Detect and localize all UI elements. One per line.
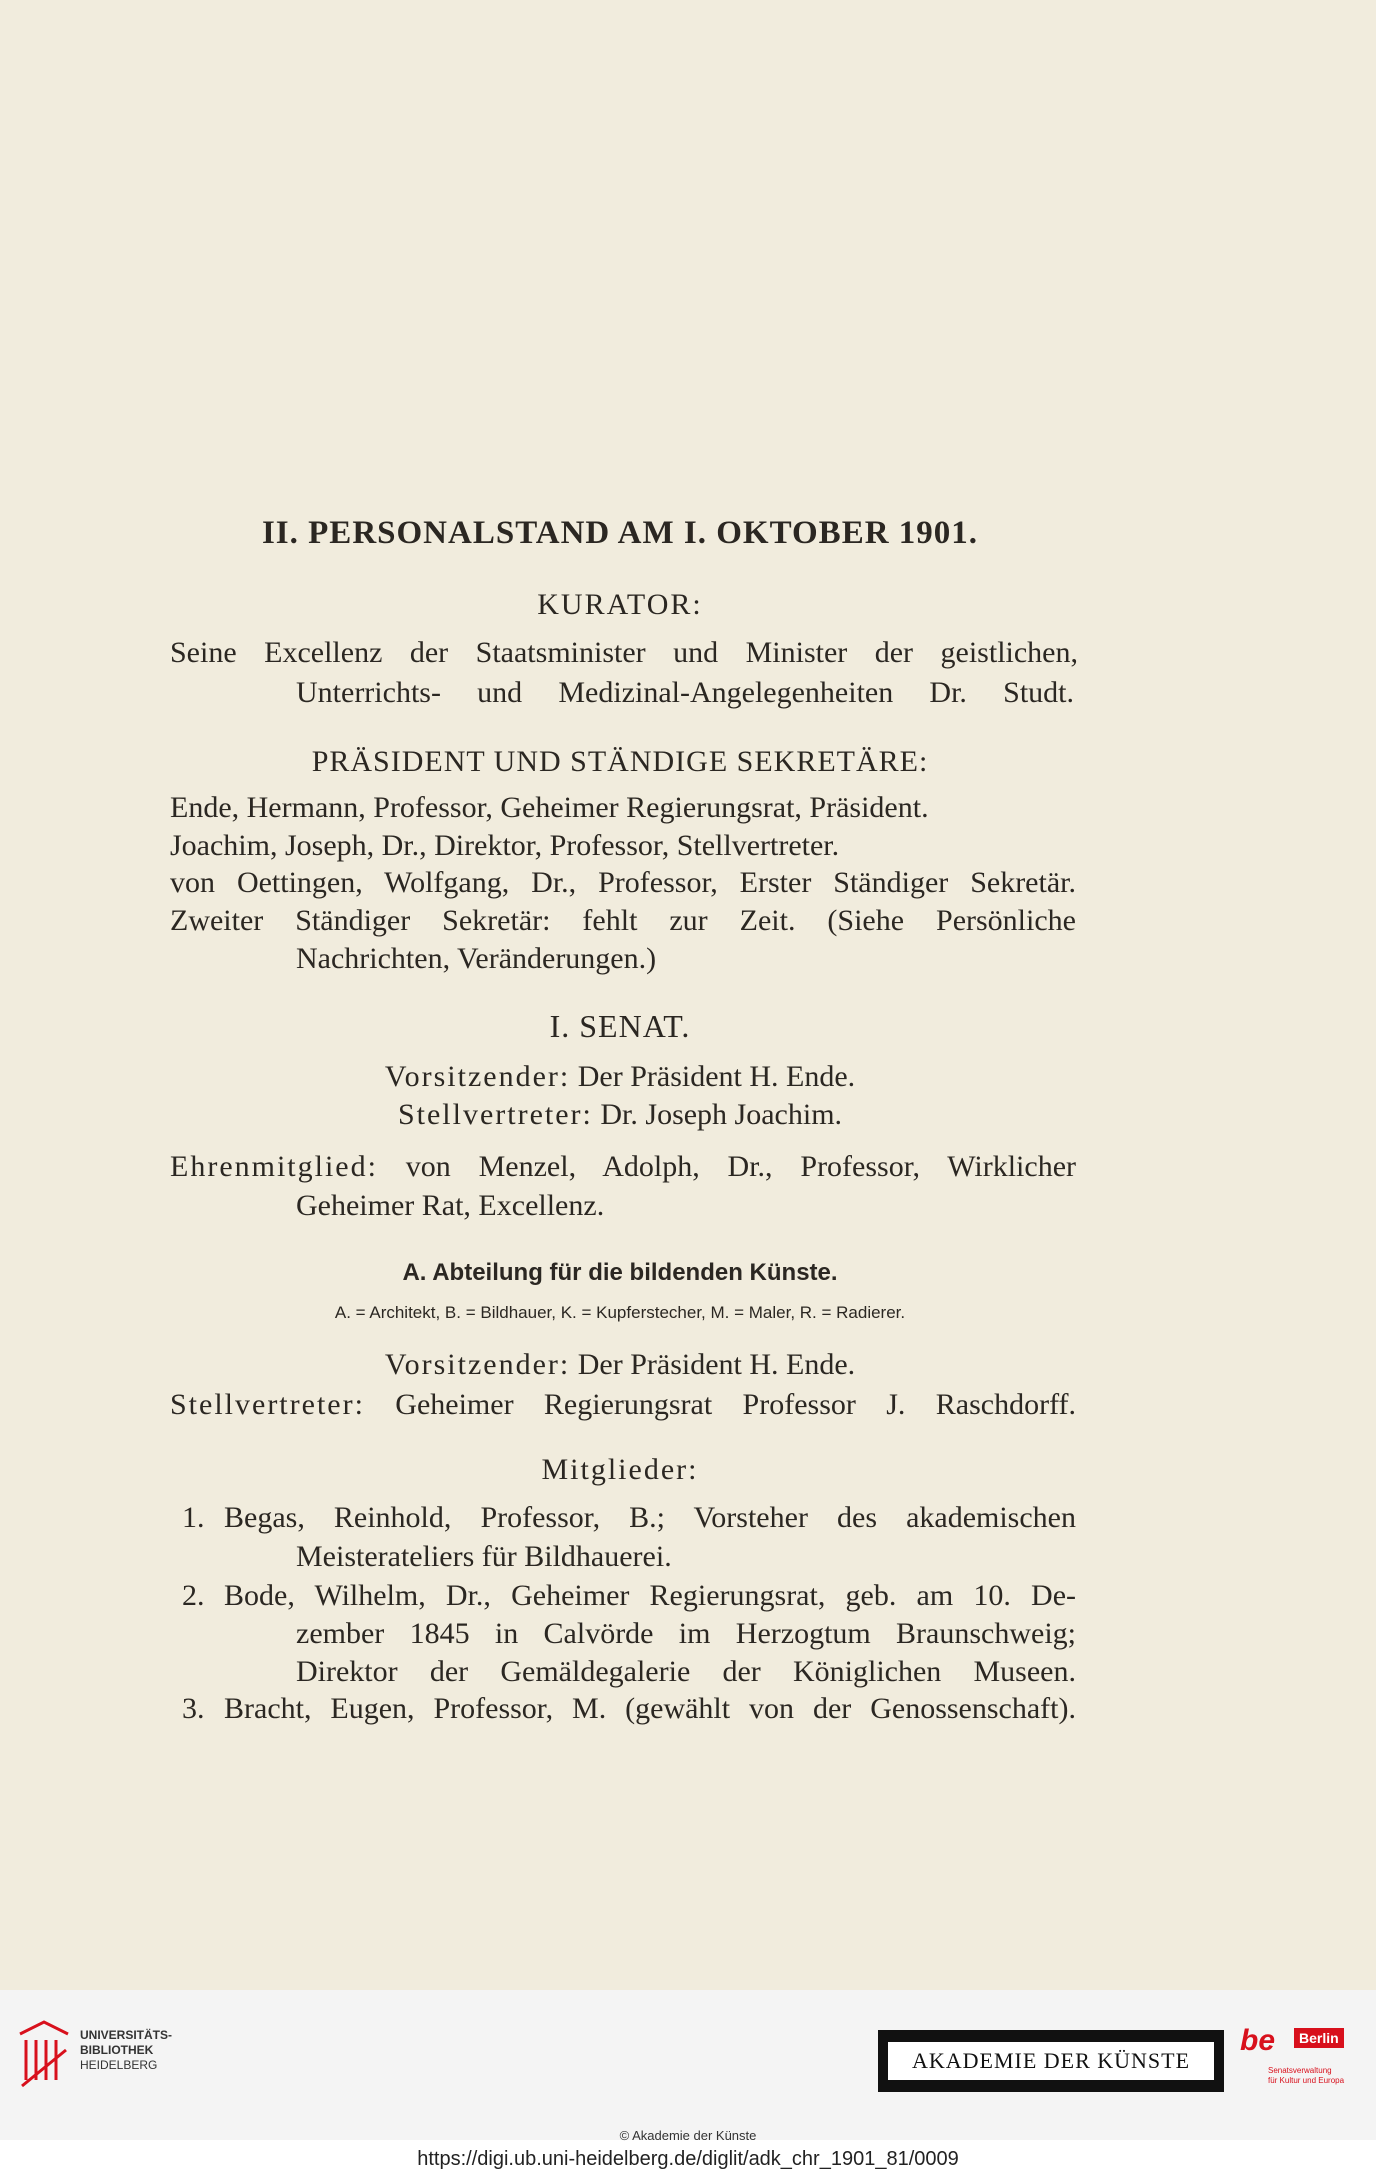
abteilung-vorsitz: [200, 1346, 1040, 1384]
kurator-line-1: Seine Excellenz der Staatsminister und Minister der geistlichen,: [170, 636, 1078, 669]
ub-heidelberg-wordmark: [80, 2028, 172, 2073]
page-heading: II. PERSONALSTAND AM I. OKTOBER 1901.: [261, 515, 979, 551]
mitglieder-title: Mitglieder:: [541, 1453, 699, 1486]
abteilung-legend: A. = Architekt, B. = Bildhauer, K. = Kupferstecher, M. = Maler, R. = Radierer.: [334, 1303, 906, 1322]
ub-line-2: BIBLIOTHEK: [80, 2043, 154, 2057]
ub-line-1: UNIVERSITÄTS-: [80, 2028, 173, 2042]
member-2-line-2: zember 1845 in Calvörde im Herzogtum Braunschweig;: [296, 1617, 1076, 1650]
abteilung-vorsitz-label: Vorsitzender:: [384, 1348, 571, 1381]
kurator-title: KURATOR:: [537, 588, 703, 621]
praesident-title: PRÄSIDENT UND STÄNDIGE SEKRETÄRE:: [311, 745, 929, 778]
senat-ehren-line-2: Geheimer Rat, Excellenz.: [296, 1189, 605, 1222]
ub-heidelberg-logo-icon: [14, 2020, 74, 2090]
member-3-number: 3.: [182, 1692, 205, 1725]
senat-stellvertreter: [200, 1096, 1040, 1134]
abteilung-vorsitz-value: Der Präsident H. Ende.: [577, 1348, 856, 1381]
abteilung-stellvertreter: [170, 1386, 1076, 1424]
ub-line-3: HEIDELBERG: [80, 2058, 158, 2072]
senat-stellv-label: Stellvertreter:: [397, 1098, 593, 1131]
senat-vorsitz-label: Vorsitzender:: [384, 1060, 571, 1093]
berlin-senat-logo[interactable]: [1240, 2024, 1360, 2104]
berlin-sub-line-1: Senatsverwaltung: [1268, 2066, 1332, 2075]
abteilung-stellv-label: Stellvertreter:: [170, 1388, 365, 1421]
senat-vorsitz: [200, 1058, 1040, 1096]
praesident-line-2: Joachim, Joseph, Dr., Direktor, Professor, Stellvertreter.: [170, 829, 840, 862]
akademie-der-kuenste-logo[interactable]: [878, 2030, 1224, 2092]
berlin-sub-line-2: für Kultur und Europa: [1268, 2076, 1345, 2085]
member-1-line-1: Begas, Reinhold, Professor, B.; Vorsteher des akademischen: [224, 1501, 1076, 1534]
senat-vorsitz-value: Der Präsident H. Ende.: [577, 1060, 856, 1093]
praesident-line-3: von Oettingen, Wolfgang, Dr., Professor, Erster Ständiger Sekretär.: [170, 866, 1076, 899]
senat-title: I. SENAT.: [549, 1008, 691, 1044]
page-url-link[interactable]: https://digi.ub.uni-heidelberg.de/diglit/adk_chr_1901_81/0009: [417, 2148, 959, 2170]
member-1-line-2: Meisterateliers für Bildhauerei.: [296, 1540, 672, 1573]
berlin-subtitle: [1268, 2066, 1344, 2086]
senat-ehrenmitglied: [170, 1148, 1076, 1186]
senat-stellv-value: Dr. Joseph Joachim.: [600, 1098, 843, 1131]
kurator-line-2: Unterrichts- und Medizinal-Angelegenheiten Dr. Studt.: [296, 676, 1074, 709]
member-2-number: 2.: [182, 1579, 205, 1612]
member-2-line-1: Bode, Wilhelm, Dr., Geheimer Regierungsrat, geb. am 10. De-: [224, 1579, 1076, 1612]
abteilung-title: A. Abteilung für die bildenden Künste.: [402, 1259, 838, 1286]
senat-ehren-line-1: von Menzel, Adolph, Dr., Professor, Wirklicher: [405, 1150, 1077, 1183]
berlin-be-mark: be: [1240, 2024, 1276, 2057]
copyright-text: © Akademie der Künste: [619, 2128, 757, 2143]
abteilung-stellv-value: Geheimer Regierungsrat Professor J. Raschdorff.: [395, 1388, 1077, 1421]
akademie-label: AKADEMIE DER KÜNSTE: [888, 2042, 1214, 2080]
praesident-line-5: Nachrichten, Veränderungen.): [296, 942, 657, 975]
berlin-tag: Berlin: [1294, 2028, 1344, 2048]
senat-ehren-label: Ehrenmitglied:: [170, 1150, 378, 1183]
member-3-line-1: Bracht, Eugen, Professor, M. (gewählt von der Genossenschaft).: [224, 1692, 1076, 1725]
member-2-line-3: Direktor der Gemäldegalerie der Königlichen Museen.: [296, 1655, 1076, 1688]
praesident-line-1: Ende, Hermann, Professor, Geheimer Regierungsrat, Präsident.: [170, 791, 929, 824]
member-1-number: 1.: [182, 1501, 205, 1534]
praesident-line-4: Zweiter Ständiger Sekretär: fehlt zur Zeit. (Siehe Persönliche: [170, 904, 1076, 937]
